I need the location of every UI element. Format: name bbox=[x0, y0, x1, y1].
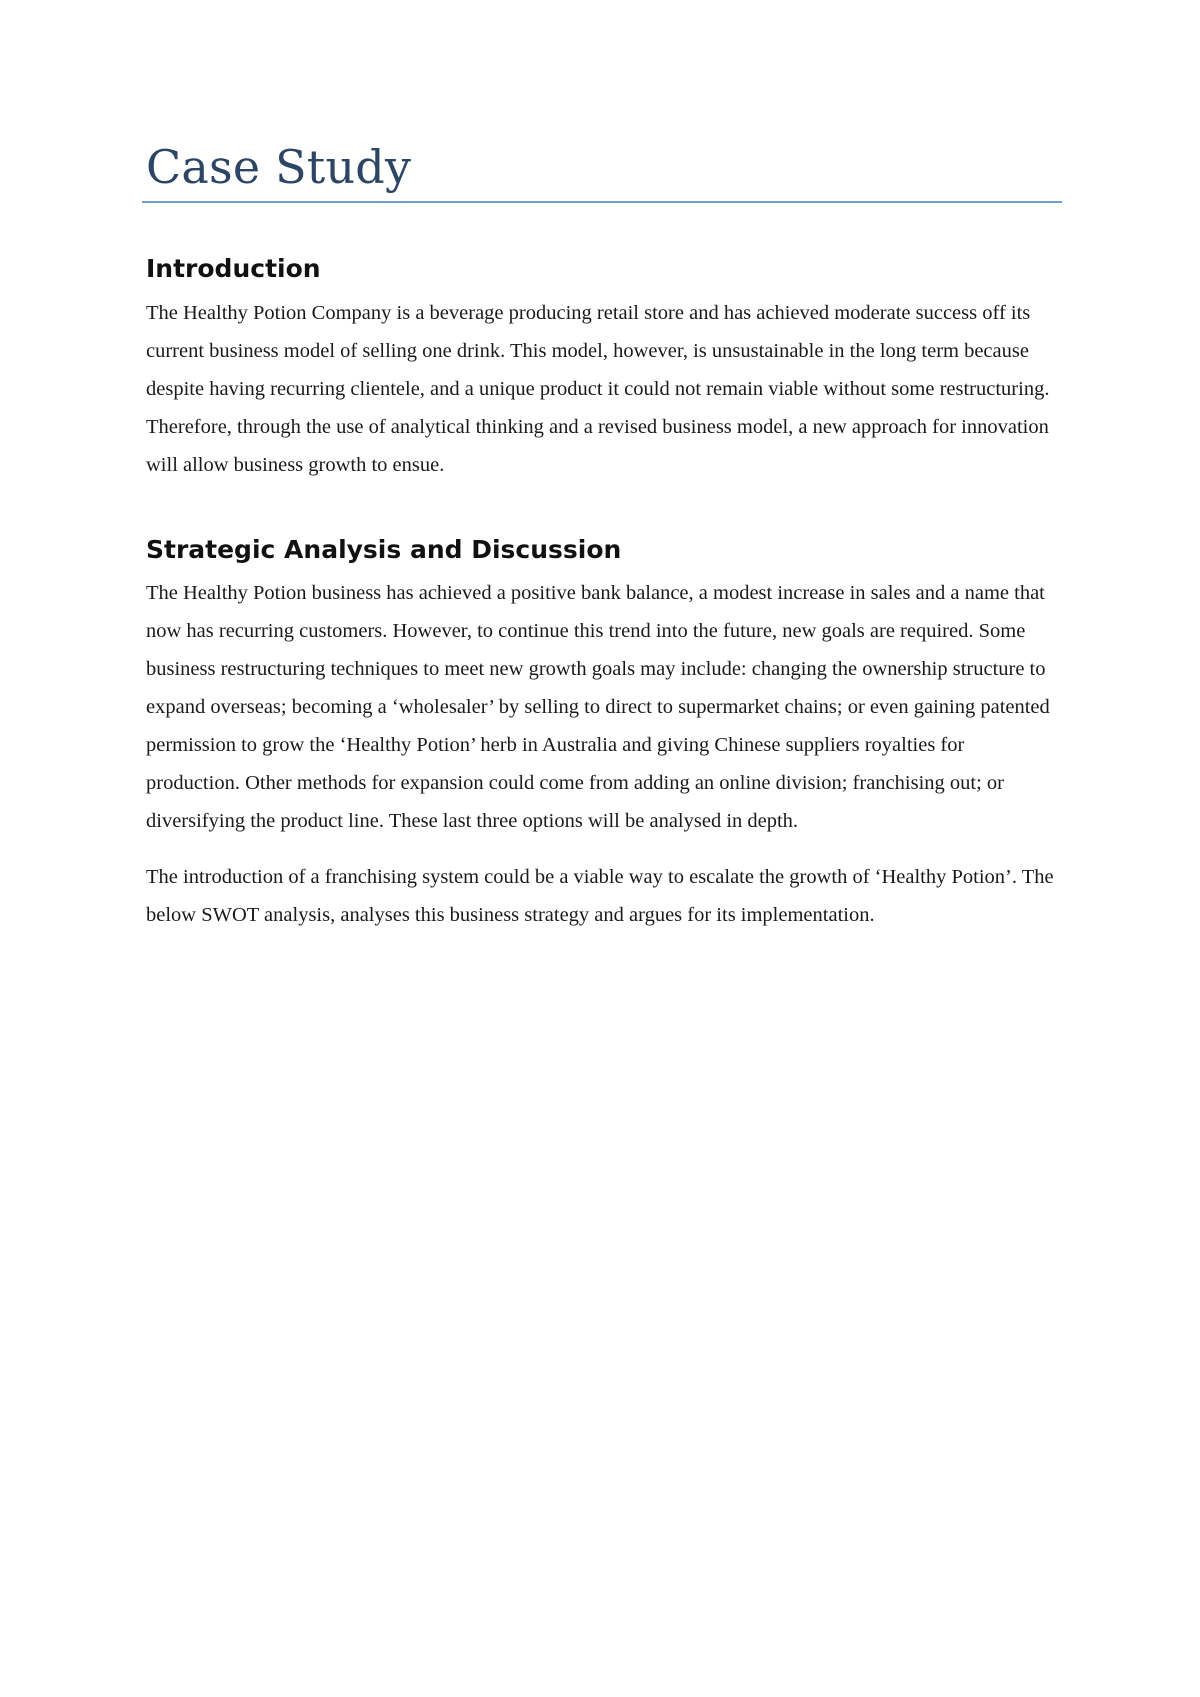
strategic-analysis-paragraph-2: The introduction of a franchising system could be a viable way to escalate the growth of ‘Healthy Potion’. The below SWOT analysis, analyses this business strategy and argues for its implementation. bbox=[146, 866, 1054, 927]
section-heading-strategic-analysis: Strategic Analysis and Discussion bbox=[146, 534, 622, 564]
title-underline-divider bbox=[142, 201, 1062, 203]
document-title: Case Study bbox=[146, 140, 412, 194]
section-strategic-analysis bbox=[146, 534, 1061, 935]
section-heading-introduction: Introduction bbox=[146, 254, 321, 284]
strategic-analysis-paragraph-1: The Healthy Potion business has achieved a positive bank balance, a modest increase in sales and a name that now has recurring customers. However, to continue this trend into the future, new goals are required. Some business restructuring techniques to meet new growth goals may include: changing the ownership structure to expand overseas; becoming a ‘wholesaler’ by selling to direct to supermarket chains; or even gaining patented permission to grow the ‘Healthy Potion’ herb in Australia and giving Chinese suppliers royalties for production. Other methods for expansion could come from adding an online division; franchising out; or diversifying the product line. These last three options will be analysed in depth. bbox=[146, 582, 1050, 833]
section-introduction bbox=[146, 253, 1061, 484]
document-body bbox=[146, 140, 1061, 934]
introduction-paragraph: The Healthy Potion Company is a beverage producing retail store and has achieved moderate success off its current business model of selling one drink. This model, however, is unsustainable in the long term because despite having recurring clientele, and a unique product it could not remain viable without some restructuring. Therefore, through the use of analytical thinking and a revised business model, a new approach for innovation will allow business growth to ensue. bbox=[146, 301, 1050, 476]
